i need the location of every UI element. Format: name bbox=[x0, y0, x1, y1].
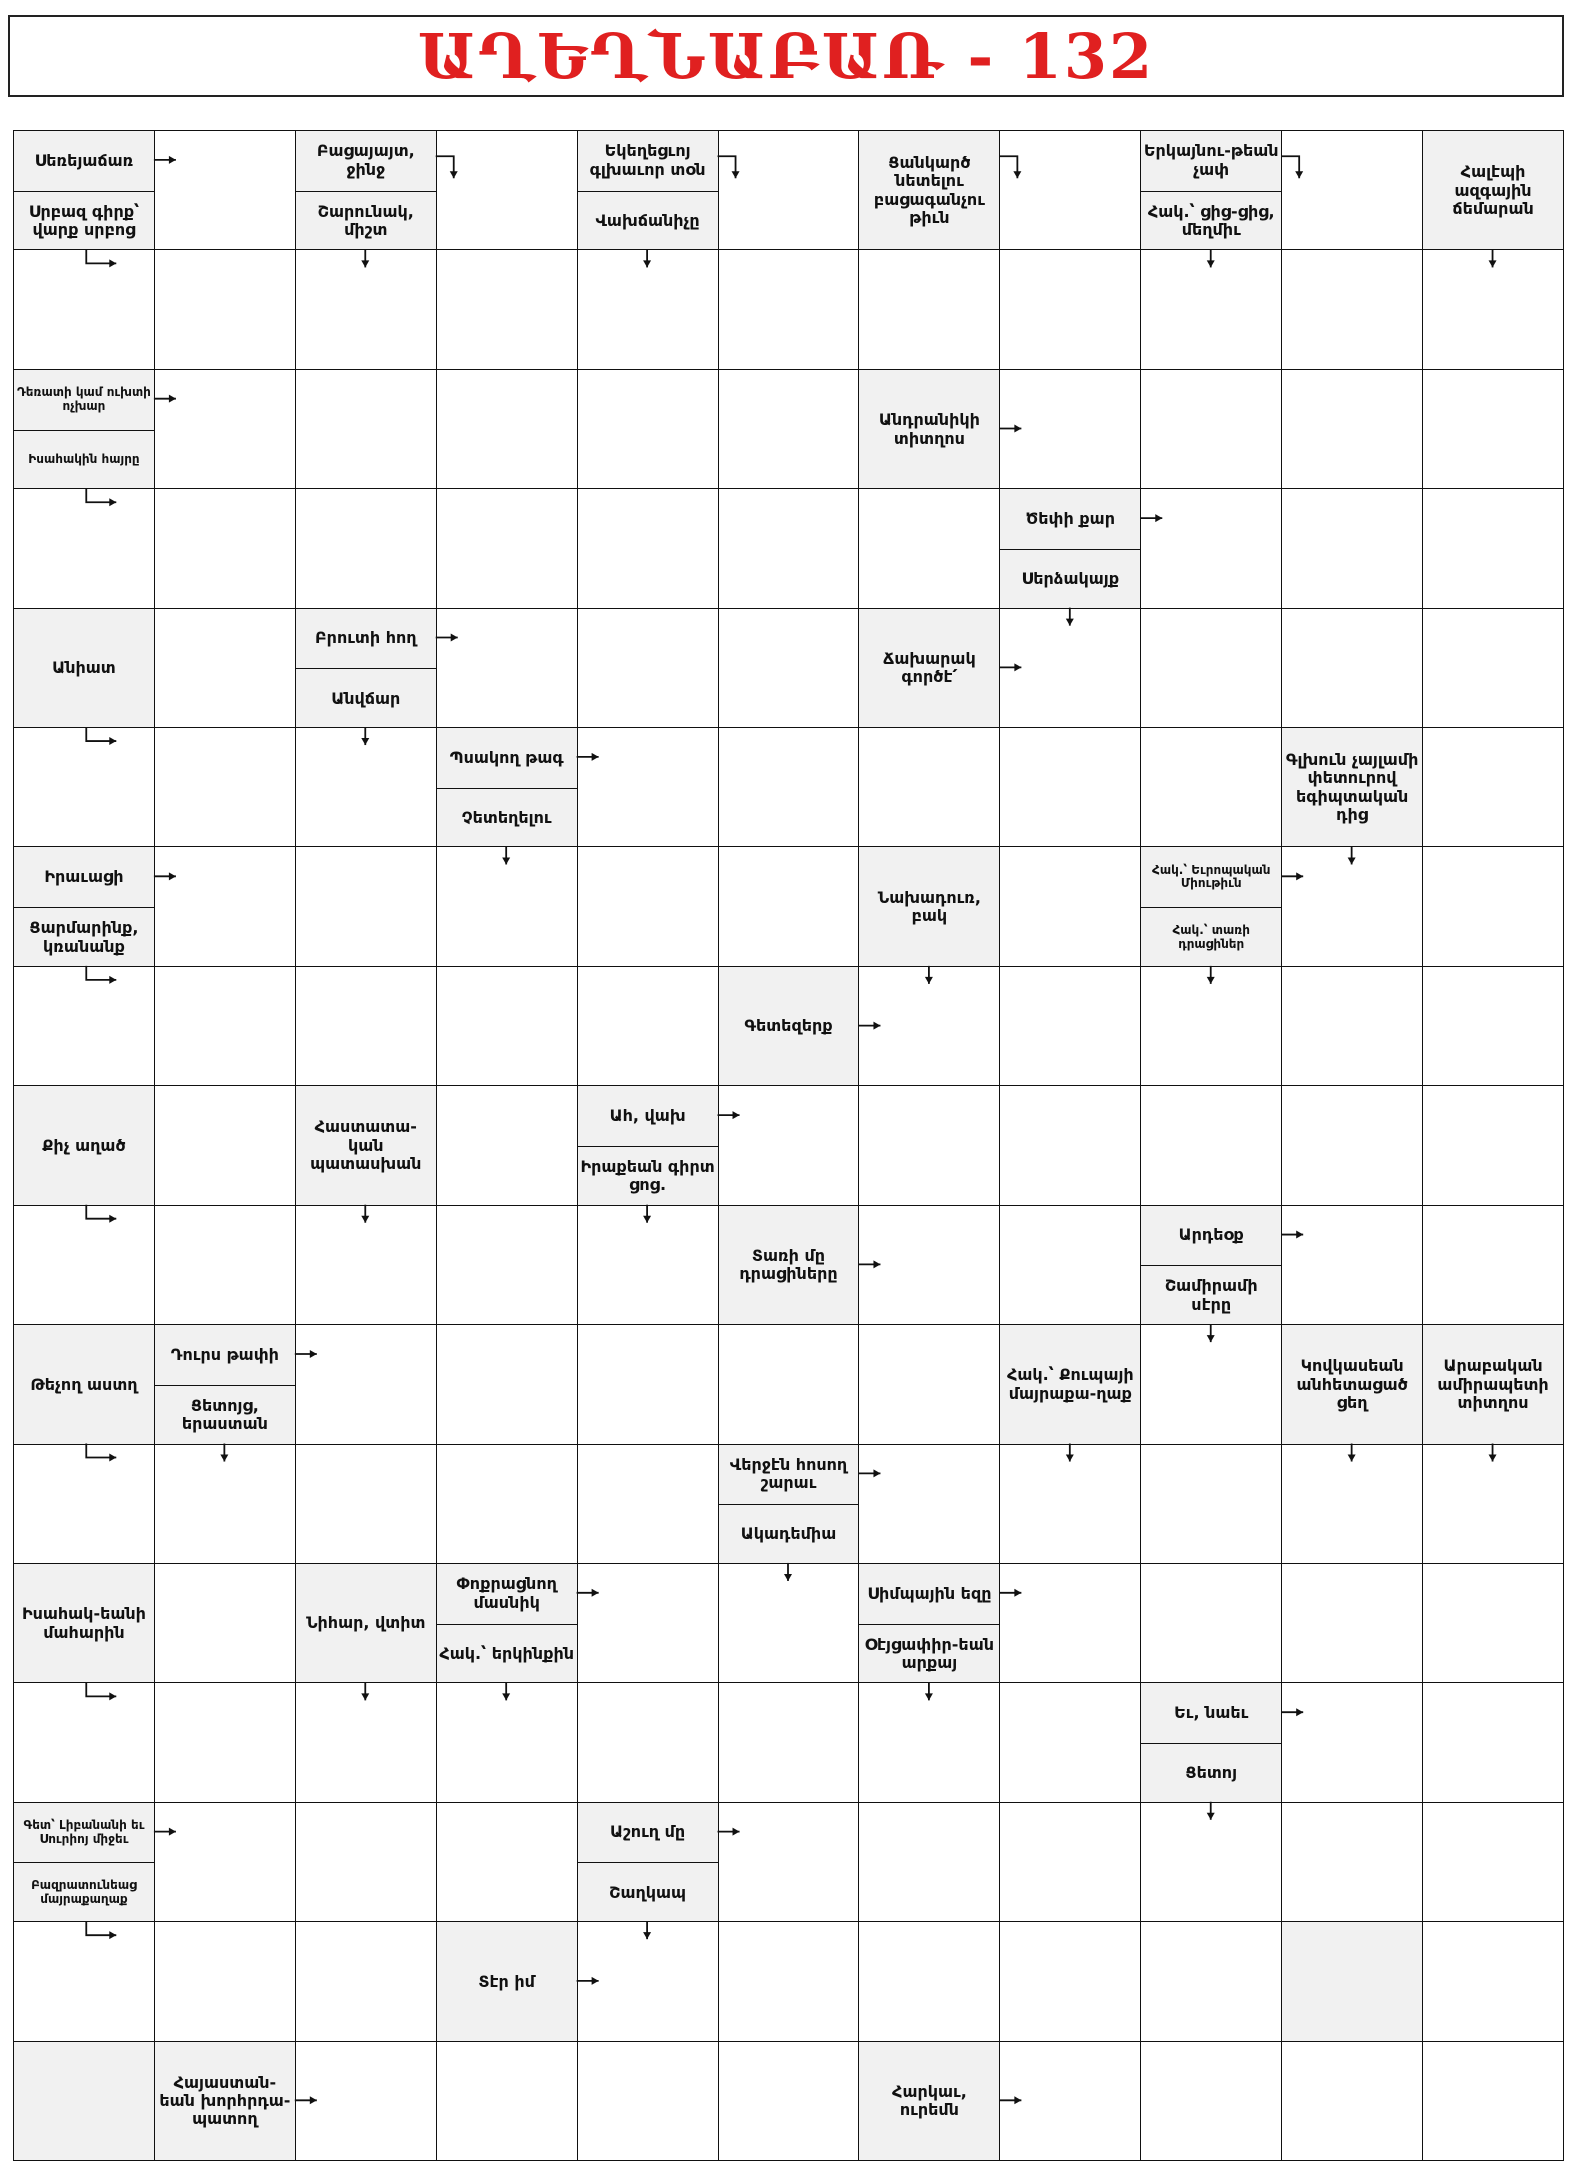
clue-cell bbox=[1140, 1205, 1282, 1325]
answer-cell[interactable] bbox=[436, 1802, 578, 1922]
answer-cell[interactable] bbox=[436, 130, 578, 250]
clue-text: Հակ.՝ Եւրոպական Միութիւն bbox=[1152, 862, 1271, 891]
clue-text: Փոքրացնող մասնիկ bbox=[456, 1574, 557, 1612]
clue-text: Իրաւացի bbox=[44, 867, 124, 887]
answer-cell[interactable] bbox=[858, 1444, 1000, 1564]
answer-cell[interactable] bbox=[154, 1085, 296, 1205]
clue-text: Սիմպային եզը bbox=[867, 1583, 992, 1603]
answer-cell[interactable] bbox=[577, 608, 719, 728]
answer-cell[interactable] bbox=[1281, 846, 1423, 966]
clue-text: Նիհար, վտիտ bbox=[306, 1613, 426, 1633]
answer-cell[interactable] bbox=[999, 727, 1141, 847]
answer-cell[interactable] bbox=[1140, 488, 1282, 608]
clue-text: Ցետոյ bbox=[1141, 1743, 1281, 1803]
answer-cell[interactable] bbox=[154, 1205, 296, 1325]
answer-cell[interactable] bbox=[999, 608, 1141, 728]
clue-text: Հայաստան-եան խորհրդա-պատող bbox=[159, 2072, 291, 2129]
answer-cell[interactable] bbox=[1281, 369, 1423, 489]
answer-cell[interactable] bbox=[999, 1802, 1141, 1922]
clue-cell bbox=[295, 1563, 437, 1683]
clue-text: Բազրատունեաց մայրաքաղաք bbox=[14, 1862, 154, 1922]
clue-cell bbox=[295, 608, 437, 728]
clue-text: Անդրանիկի տիտղոս bbox=[878, 410, 980, 448]
answer-cell[interactable] bbox=[13, 1205, 155, 1325]
clue-text: Ճախարակ գործէ՛ bbox=[883, 648, 976, 687]
answer-cell[interactable] bbox=[999, 130, 1141, 250]
clue-cell bbox=[1140, 130, 1282, 250]
clue-text: Արաբական ամիրապետի տիտղոս bbox=[1437, 1356, 1549, 1412]
answer-cell[interactable] bbox=[436, 249, 578, 369]
clue-text: Եւ, նաեւ bbox=[1174, 1703, 1249, 1722]
answer-cell[interactable] bbox=[858, 249, 1000, 369]
clue-cell bbox=[1140, 846, 1282, 966]
answer-cell[interactable] bbox=[154, 1444, 296, 1564]
clue-cell bbox=[13, 1085, 155, 1205]
answer-cell[interactable] bbox=[577, 1682, 719, 1802]
clue-text: Քիչ աղած bbox=[42, 1135, 126, 1155]
answer-cell[interactable] bbox=[858, 1205, 1000, 1325]
clue-cell bbox=[858, 1563, 1000, 1683]
answer-cell[interactable] bbox=[858, 1324, 1000, 1444]
clue-cell bbox=[1422, 1324, 1564, 1444]
clue-text: Դուրս թափի bbox=[170, 1344, 279, 1364]
clue-text: Հակ.՝ Քուպայի մայրաքա-ղաք bbox=[1006, 1365, 1134, 1403]
answer-cell[interactable] bbox=[154, 1563, 296, 1683]
clue-text: Օէյցափիր-եան արքայ bbox=[859, 1624, 999, 1684]
clue-cell bbox=[999, 1324, 1141, 1444]
clue-text: Ցետոյց, երաստան bbox=[155, 1385, 295, 1445]
answer-cell[interactable] bbox=[1422, 2041, 1564, 2161]
answer-cell[interactable] bbox=[1281, 130, 1423, 250]
answer-cell[interactable] bbox=[1422, 1802, 1564, 1922]
answer-cell[interactable] bbox=[295, 2041, 437, 2161]
answer-cell[interactable] bbox=[436, 2041, 578, 2161]
answer-cell[interactable] bbox=[999, 966, 1141, 1086]
clue-cell bbox=[1281, 1324, 1423, 1444]
answer-cell[interactable] bbox=[154, 488, 296, 608]
clue-cell bbox=[13, 1324, 155, 1444]
clue-text: Արդեօք bbox=[1178, 1225, 1244, 1245]
clue-text: Դեռատի կամ ուխտի ոչխար bbox=[17, 384, 151, 413]
answer-cell[interactable] bbox=[154, 1921, 296, 2041]
clue-text: Բացայայտ, ջինջ bbox=[316, 141, 415, 179]
clue-text: Սերձակայք bbox=[1000, 549, 1140, 609]
clue-text: Ցանկարծ նետելու բացագանչու թիւն bbox=[873, 152, 985, 228]
clue-cell bbox=[858, 369, 1000, 489]
clue-text: Շամիրամի սէրը bbox=[1141, 1265, 1281, 1325]
answer-cell[interactable] bbox=[154, 130, 296, 250]
clue-text: Գլխուն չայլամի փետուրով եգիպտական դից bbox=[1285, 749, 1419, 825]
clue-text: Վերջէն հոսող շարաւ bbox=[729, 1454, 848, 1493]
answer-cell[interactable] bbox=[436, 1682, 578, 1802]
clue-cell bbox=[13, 369, 155, 489]
clue-text: Շաղկապ bbox=[578, 1862, 718, 1922]
answer-cell[interactable] bbox=[1281, 488, 1423, 608]
answer-cell[interactable] bbox=[1281, 1205, 1423, 1325]
answer-cell[interactable] bbox=[1281, 2041, 1423, 2161]
blocked-cell bbox=[13, 2041, 155, 2161]
clue-cell bbox=[154, 2041, 296, 2161]
clue-text: Չետեղելու bbox=[437, 788, 577, 848]
answer-cell[interactable] bbox=[1140, 727, 1282, 847]
answer-cell[interactable] bbox=[718, 1682, 860, 1802]
answer-cell[interactable] bbox=[577, 1324, 719, 1444]
answer-cell[interactable] bbox=[577, 249, 719, 369]
answer-cell[interactable] bbox=[154, 1682, 296, 1802]
answer-cell[interactable] bbox=[999, 1921, 1141, 2041]
clue-text: Եկեղեցւոյ գլխաւոր տօն bbox=[589, 141, 706, 179]
answer-cell[interactable] bbox=[1140, 966, 1282, 1086]
answer-cell[interactable] bbox=[718, 1802, 860, 1922]
clue-text: Երկայնու-թեան չափ bbox=[1143, 141, 1279, 179]
clue-cell bbox=[13, 608, 155, 728]
answer-cell[interactable] bbox=[718, 1563, 860, 1683]
answer-cell[interactable] bbox=[718, 727, 860, 847]
answer-cell[interactable] bbox=[999, 846, 1141, 966]
answer-cell[interactable] bbox=[718, 1324, 860, 1444]
answer-cell[interactable] bbox=[436, 846, 578, 966]
answer-cell[interactable] bbox=[999, 1563, 1141, 1683]
answer-cell[interactable] bbox=[1422, 488, 1564, 608]
answer-cell[interactable] bbox=[999, 1444, 1141, 1564]
answer-cell[interactable] bbox=[295, 966, 437, 1086]
answer-cell[interactable] bbox=[999, 369, 1141, 489]
answer-cell[interactable] bbox=[718, 249, 860, 369]
clue-text: Իսահակ-եանի մահարին bbox=[21, 1604, 146, 1642]
answer-cell[interactable] bbox=[999, 2041, 1141, 2161]
answer-cell[interactable] bbox=[1140, 1444, 1282, 1564]
blocked-cell bbox=[1281, 1921, 1423, 2041]
clue-text: Ցարմարինք, կռանանք bbox=[14, 907, 154, 967]
answer-cell[interactable] bbox=[1281, 1802, 1423, 1922]
clue-cell bbox=[1281, 727, 1423, 847]
answer-cell[interactable] bbox=[1281, 966, 1423, 1086]
answer-cell[interactable] bbox=[295, 369, 437, 489]
answer-cell[interactable] bbox=[1140, 249, 1282, 369]
answer-cell[interactable] bbox=[858, 1802, 1000, 1922]
clue-text: Բրուտի հող bbox=[315, 628, 417, 648]
answer-cell[interactable] bbox=[295, 727, 437, 847]
answer-cell[interactable] bbox=[1422, 1444, 1564, 1564]
answer-cell[interactable] bbox=[13, 1444, 155, 1564]
answer-cell[interactable] bbox=[1422, 1085, 1564, 1205]
clue-cell bbox=[577, 130, 719, 250]
clue-text: Իրաքեան գիրտ ցոց. bbox=[578, 1146, 718, 1206]
answer-cell[interactable] bbox=[1140, 369, 1282, 489]
answer-cell[interactable] bbox=[1281, 1085, 1423, 1205]
clue-cell bbox=[1422, 130, 1564, 250]
clue-text: Սեռեյաճառ bbox=[34, 150, 134, 170]
clue-text: Տէր իմ bbox=[478, 1971, 535, 1991]
clue-cell bbox=[295, 130, 437, 250]
answer-cell[interactable] bbox=[295, 1205, 437, 1325]
answer-cell[interactable] bbox=[154, 249, 296, 369]
answer-cell[interactable] bbox=[1281, 1682, 1423, 1802]
clue-text: Սրբազ գիրք՝ վարք սրբոց bbox=[14, 191, 154, 251]
answer-cell[interactable] bbox=[1281, 249, 1423, 369]
clue-text: Կովկասեան անհետացած ցեղ bbox=[1296, 1356, 1408, 1412]
answer-cell[interactable] bbox=[858, 966, 1000, 1086]
crossword-grid bbox=[13, 130, 1563, 2160]
answer-cell[interactable] bbox=[1140, 1921, 1282, 2041]
clue-text: Ակադեմիա bbox=[719, 1504, 859, 1564]
clue-text: Տառի մը դրացիները bbox=[739, 1246, 838, 1284]
answer-cell[interactable] bbox=[718, 1921, 860, 2041]
answer-cell[interactable] bbox=[1422, 608, 1564, 728]
clue-text: Հակ.՝ երկինքին bbox=[437, 1624, 577, 1684]
answer-cell[interactable] bbox=[154, 1802, 296, 1922]
clue-text: Հակ.՝ տառի դրացիներ bbox=[1141, 907, 1281, 967]
answer-cell[interactable] bbox=[718, 2041, 860, 2161]
answer-cell[interactable] bbox=[295, 1682, 437, 1802]
answer-cell[interactable] bbox=[718, 488, 860, 608]
answer-cell[interactable] bbox=[295, 1921, 437, 2041]
puzzle-title: ԱՂԵՂՆԱԲԱՌ - 132 bbox=[417, 19, 1155, 93]
clue-text: Նախադուռ, բակ bbox=[877, 887, 982, 926]
answer-cell[interactable] bbox=[718, 130, 860, 250]
answer-cell[interactable] bbox=[1140, 608, 1282, 728]
answer-cell[interactable] bbox=[1140, 2041, 1282, 2161]
clue-text: Հակ.՝ ցից-ցից, մեղմիւ bbox=[1141, 191, 1281, 251]
clue-cell bbox=[436, 727, 578, 847]
answer-cell[interactable] bbox=[1422, 249, 1564, 369]
clue-text: Թեչող աստղ bbox=[30, 1374, 138, 1394]
answer-cell[interactable] bbox=[13, 727, 155, 847]
clue-text: Հալէպի ազգային ճեմարան bbox=[1452, 162, 1534, 218]
puzzle-title-box bbox=[8, 15, 1564, 97]
clue-text: Գետեզերք bbox=[744, 1016, 833, 1036]
answer-cell[interactable] bbox=[999, 249, 1141, 369]
clue-cell bbox=[13, 1802, 155, 1922]
clue-cell bbox=[1140, 1682, 1282, 1802]
answer-cell[interactable] bbox=[577, 2041, 719, 2161]
answer-cell[interactable] bbox=[436, 608, 578, 728]
clue-cell bbox=[718, 966, 860, 1086]
answer-cell[interactable] bbox=[718, 369, 860, 489]
answer-cell[interactable] bbox=[1422, 846, 1564, 966]
answer-cell[interactable] bbox=[718, 608, 860, 728]
clue-cell bbox=[436, 1921, 578, 2041]
answer-cell[interactable] bbox=[858, 1682, 1000, 1802]
answer-cell[interactable] bbox=[436, 1324, 578, 1444]
clue-text: Վախճանիչը bbox=[578, 191, 718, 251]
answer-cell[interactable] bbox=[436, 369, 578, 489]
answer-cell[interactable] bbox=[154, 608, 296, 728]
clue-text: Իսահակին հայրը bbox=[14, 430, 154, 490]
answer-cell[interactable] bbox=[295, 1444, 437, 1564]
answer-cell[interactable] bbox=[577, 727, 719, 847]
answer-cell[interactable] bbox=[1140, 1085, 1282, 1205]
answer-cell[interactable] bbox=[13, 1682, 155, 1802]
answer-cell[interactable] bbox=[436, 1205, 578, 1325]
answer-cell[interactable] bbox=[858, 1921, 1000, 2041]
answer-cell[interactable] bbox=[295, 1802, 437, 1922]
answer-cell[interactable] bbox=[577, 1444, 719, 1564]
answer-cell[interactable] bbox=[1140, 1802, 1282, 1922]
answer-cell[interactable] bbox=[858, 488, 1000, 608]
clue-cell bbox=[295, 1085, 437, 1205]
answer-cell[interactable] bbox=[436, 1444, 578, 1564]
clue-cell bbox=[13, 846, 155, 966]
answer-cell[interactable] bbox=[718, 1085, 860, 1205]
answer-cell[interactable] bbox=[295, 1324, 437, 1444]
answer-cell[interactable] bbox=[154, 369, 296, 489]
answer-cell[interactable] bbox=[577, 488, 719, 608]
answer-cell[interactable] bbox=[1281, 1563, 1423, 1683]
clue-cell bbox=[858, 608, 1000, 728]
clue-text: Անիատ bbox=[52, 658, 116, 678]
clue-cell bbox=[13, 130, 155, 250]
clue-cell bbox=[858, 846, 1000, 966]
answer-cell[interactable] bbox=[1422, 966, 1564, 1086]
clue-cell bbox=[436, 1563, 578, 1683]
clue-cell bbox=[718, 1205, 860, 1325]
answer-cell[interactable] bbox=[577, 1205, 719, 1325]
answer-cell[interactable] bbox=[1422, 1682, 1564, 1802]
clue-text: Պսակող թագ bbox=[449, 747, 564, 767]
clue-cell bbox=[999, 488, 1141, 608]
clue-text: Ծեփի քար bbox=[1025, 508, 1115, 528]
answer-cell[interactable] bbox=[13, 966, 155, 1086]
clue-cell bbox=[154, 1324, 296, 1444]
answer-cell[interactable] bbox=[1281, 608, 1423, 728]
answer-cell[interactable] bbox=[13, 249, 155, 369]
answer-cell[interactable] bbox=[436, 966, 578, 1086]
answer-cell[interactable] bbox=[858, 727, 1000, 847]
answer-cell[interactable] bbox=[577, 369, 719, 489]
clue-cell bbox=[718, 1444, 860, 1564]
clue-text: Ահ, վախ bbox=[609, 1105, 686, 1125]
clue-cell bbox=[577, 1085, 719, 1205]
answer-cell[interactable] bbox=[1422, 369, 1564, 489]
answer-cell[interactable] bbox=[1140, 1324, 1282, 1444]
answer-cell[interactable] bbox=[858, 1085, 1000, 1205]
answer-cell[interactable] bbox=[999, 1085, 1141, 1205]
answer-cell[interactable] bbox=[1281, 1444, 1423, 1564]
answer-cell[interactable] bbox=[1422, 1205, 1564, 1325]
answer-cell[interactable] bbox=[577, 966, 719, 1086]
answer-cell[interactable] bbox=[295, 249, 437, 369]
clue-text: Գետ՝ Լիբանանի եւ Սուրիոյ միջեւ bbox=[23, 1817, 145, 1846]
answer-cell[interactable] bbox=[577, 846, 719, 966]
clue-text: Աշուղ մը bbox=[610, 1822, 686, 1842]
clue-text: Հաստատա-կան պատասխան bbox=[310, 1117, 422, 1174]
answer-cell[interactable] bbox=[295, 846, 437, 966]
answer-cell[interactable] bbox=[718, 846, 860, 966]
answer-cell[interactable] bbox=[999, 1205, 1141, 1325]
answer-cell[interactable] bbox=[436, 1085, 578, 1205]
answer-cell[interactable] bbox=[13, 1921, 155, 2041]
answer-cell[interactable] bbox=[999, 1682, 1141, 1802]
answer-cell[interactable] bbox=[1140, 1563, 1282, 1683]
clue-text: Անվճար bbox=[296, 668, 436, 728]
answer-cell[interactable] bbox=[13, 488, 155, 608]
answer-cell[interactable] bbox=[1422, 727, 1564, 847]
answer-cell[interactable] bbox=[1422, 1563, 1564, 1683]
answer-cell[interactable] bbox=[154, 846, 296, 966]
answer-cell[interactable] bbox=[577, 1921, 719, 2041]
clue-cell bbox=[577, 1802, 719, 1922]
answer-cell[interactable] bbox=[577, 1563, 719, 1683]
clue-text: Շարունակ, միշտ bbox=[296, 191, 436, 251]
clue-cell bbox=[13, 1563, 155, 1683]
clue-text: Հարկաւ, ուրեմն bbox=[892, 2081, 967, 2120]
clue-cell bbox=[858, 130, 1000, 250]
clue-cell bbox=[858, 2041, 1000, 2161]
answer-cell[interactable] bbox=[295, 488, 437, 608]
answer-cell[interactable] bbox=[1422, 1921, 1564, 2041]
answer-cell[interactable] bbox=[436, 488, 578, 608]
answer-cell[interactable] bbox=[154, 727, 296, 847]
answer-cell[interactable] bbox=[154, 966, 296, 1086]
